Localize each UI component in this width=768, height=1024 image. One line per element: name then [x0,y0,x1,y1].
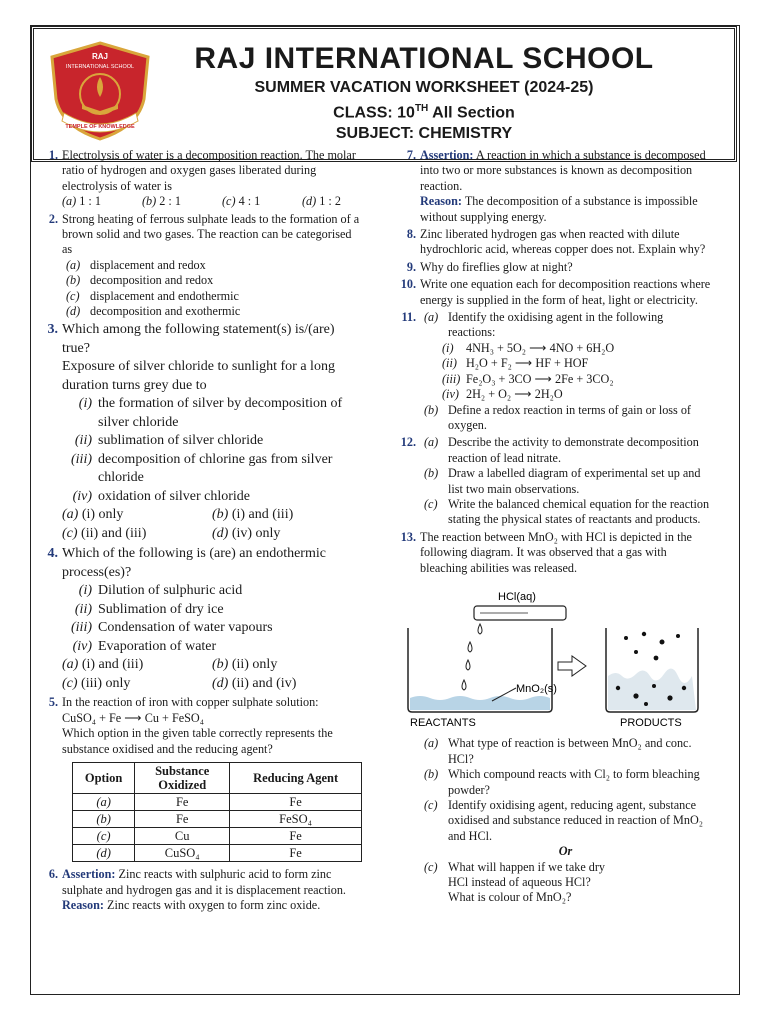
part: (a) What type of reaction is between MnO₂ and conc. HCl? [424,736,692,766]
alt-line: What will happen if we take dry [448,859,606,874]
question-text: Why do fireflies glow at night? [420,259,573,274]
option: (b) (i) and (iii) [212,507,294,523]
equation: (iii) Fe₂O₃ + 3CO ⟶ 2Fe + 3CO₂ [442,371,614,386]
reactants-beaker [408,628,552,712]
logo-top-text: RAJ [91,52,109,61]
option: (a) (i) only [62,507,124,523]
reaction-diagram [398,588,711,728]
class-suffix: All Section [428,104,515,122]
question-1 [40,148,362,210]
worksheet-title: SUMMER VACATION WORKSHEET (2024-25) [254,79,594,96]
question-number: 7. [406,148,416,162]
question-8 [398,227,711,258]
equation: (ii) H₂O + F₂ ⟶ HF + HOF [442,356,589,371]
option: (d) (iv) only [212,525,281,541]
options-grid [62,656,362,693]
question-text: Write one equation each for decomposition reactions where energy is supplied in the form of heat, light or electricity. [420,277,711,307]
table-row [73,811,362,828]
right-column [398,148,711,908]
reason: Reason: The decomposition of a substance is impossible without supplying energy. [420,194,698,224]
question-text: Strong heating of ferrous sulphate leads to the formation of a brown solid and two gases. The reaction can be categorised as [62,211,360,257]
part: (c) Identify oxidising agent, reducing agent, substance oxidised and substance reduced in reaction of MnO₂ and HCl. [424,798,704,843]
table-header: Option [73,763,135,794]
question-13-parts [398,736,711,905]
option: (d) 1 : 2 [302,194,341,209]
logo-ribbon-text: TEMPLE OF KNOWLEDGE [65,124,135,130]
reason: Reason: Zinc reacts with oxygen to form zinc oxide. [62,897,321,912]
question-number: 12. [400,435,416,450]
option: (b) decomposition and redox [66,273,214,288]
table-row [73,828,362,845]
question-text: The reaction between MnO₂ with HCl is depicted in the following diagram. It was observed that a gas with bleaching abilities was released. [420,529,692,575]
statement: (iii) Condensation of water vapours [71,620,273,636]
question-number: 3. [47,322,58,338]
equation: (i) 4NH₃ + 5O₂ ⟶ 4NO + 6H₂O [442,340,615,355]
statement: (i) the formation of silver by decomposition of silver chloride [78,396,343,430]
table-row [73,794,362,811]
question-number: 4. [47,546,58,562]
options-row [62,194,362,209]
question-12 [398,435,711,527]
table-row [73,845,362,862]
alternate-part: (c) What will happen if we take dry HCl instead of aqueous HCl? What is colour of MnO₂? [420,860,711,906]
question-3 [40,321,362,543]
question-text: Which among the following statement(s) is/(are) true? [62,322,335,356]
question-number: 10. [400,277,416,292]
part: (c) Write the balanced chemical equation for the reaction stating the physical states of reactants and products. [424,496,710,527]
reaction-arrow-icon [558,656,586,676]
option: (a) 1 : 1 [62,194,101,209]
table-cell: Fe [230,828,362,845]
assertion: Assertion: A reaction in which a substance is decomposed into two or more substances is known as decomposition reaction. [420,148,706,193]
option: (b) 2 : 1 [142,194,181,209]
table-cell: (b) [73,811,135,828]
assertion: Assertion: Zinc reacts with sulphuric acid to form zinc sulphate and hydrogen gas and it is displacement reaction. [62,867,346,897]
or-divider: Or [558,844,573,859]
statement: (iv) Evaporation of water [72,638,217,654]
table-cell: Fe [230,845,362,862]
table-cell: Fe [230,794,362,811]
question-number: 11. [401,310,416,325]
question-number: 5. [48,695,58,710]
question-text-2: Which option in the given table correctly represents the substance oxidised and the reducing agent? [62,726,333,756]
table-cell: Cu [135,828,230,845]
question-13 [398,530,711,576]
option: (d) decomposition and exothermic [66,304,241,319]
question-2 [40,212,362,320]
option: (c) displacement and endothermic [66,288,239,303]
equation: (iv) 2H₂ + O₂ ⟶ 2H₂O [442,387,563,402]
products-beaker [606,628,698,712]
table-cell: CuSO₄ [135,845,230,862]
part: (a) Describe the activity to demonstrate decomposition reaction of lead nitrate. [424,435,699,465]
table-cell: (c) [73,828,135,845]
falling-drops [462,624,482,690]
test-tube [474,606,566,620]
part: (b) Draw a labelled diagram of experimental set up and list two main observations. [424,466,701,496]
table-header: Substance Oxidized [135,763,230,794]
statement: (ii) Sublimation of dry ice [74,601,224,617]
table-header-row [73,763,362,794]
reactants-label: REACTANTS [410,716,476,728]
mno2-label: MnO₂(s) [516,682,557,695]
table-cell: Fe [135,811,230,828]
option: (c) 4 : 1 [222,194,261,209]
option: (c) (iii) only [62,675,131,691]
question-text: Which of the following is (are) an endothermic process(es)? [62,546,326,580]
question-7 [398,148,711,225]
question-9 [398,260,711,275]
question-number: 6. [48,867,58,882]
option: (a) displacement and redox [66,257,206,272]
question-stem: Exposure of silver chloride to sunlight for a long duration turns grey due to [62,359,335,393]
alt-line: HCl instead of aqueous HCl? [448,875,591,890]
table-cell: (d) [73,845,135,862]
question-5 [40,695,362,862]
question-6 [40,867,362,913]
part-b: (b) Define a redox reaction in terms of gain or loss of oxygen. [424,402,691,432]
option: (a) (i) and (iii) [62,657,144,673]
left-column [40,148,362,915]
reaction-equation: CuSO₄ + Fe ⟶ Cu + FeSO₄ [62,710,204,725]
worksheet-header [31,26,737,162]
products-label: PRODUCTS [620,716,682,728]
school-name: RAJ INTERNATIONAL SCHOOL [194,42,654,75]
table-header: Reducing Agent [230,763,362,794]
question-text: Zinc liberated hydrogen gas when reacted with dilute hydrochloric acid, whereas copper does not. Explain why? [420,227,706,257]
option: (b) (ii) only [212,657,278,673]
subject-line: SUBJECT: CHEMISTRY [335,125,513,143]
part: (b) Which compound reacts with Cl₂ to form bleaching powder? [424,767,700,797]
class-prefix: CLASS: 10 [333,104,415,122]
question-number: 9. [406,259,416,274]
class-line [144,98,704,123]
question-4 [40,545,362,693]
school-logo [42,39,158,143]
table-cell: Fe [135,794,230,811]
question-10 [398,277,711,308]
alt-line: What is colour of MnO₂? [448,890,572,905]
option: (d) (ii) and (iv) [212,675,297,691]
option: (c) (ii) and (iii) [62,525,147,541]
options-table [72,762,362,862]
school-heading [144,41,704,144]
statement: (ii) sublimation of silver chloride [74,433,264,449]
statement: (i) Dilution of sulphuric acid [78,583,243,599]
options-grid [62,506,362,543]
class-sup: TH [414,103,429,114]
question-text: Electrolysis of water is a decomposition reaction. The molar ratio of hydrogen and oxygen gases liberated during electrolysis of water is [62,148,356,193]
statement: (iv) oxidation of silver chloride [72,488,251,504]
hcl-label: HCl(aq) [498,590,536,603]
question-number: 13. [400,529,416,544]
statement: (iii) decomposition of chlorine gas from silver chloride [71,451,333,486]
part-a: (a) Identify the oxidising agent in the following reactions: [424,310,664,340]
table-cell: FeSO₄ [230,811,362,828]
question-number: 2. [48,211,58,226]
question-11 [398,310,711,433]
question-text: In the reaction of iron with copper sulphate solution: [62,695,319,710]
logo-sub-text: INTERNATIONAL SCHOOL [65,64,135,70]
question-number: 1. [48,148,58,162]
question-number: 8. [406,227,416,242]
table-cell: (a) [73,794,135,811]
